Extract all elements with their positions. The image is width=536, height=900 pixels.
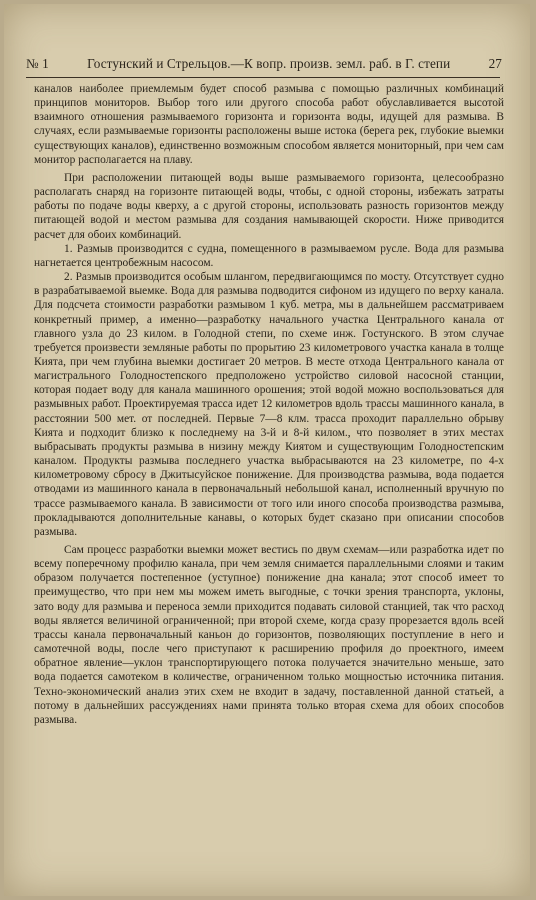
running-title: Гостунский и Стрельцов.—К вопр. произв. земл. раб. в Г. степи bbox=[87, 56, 451, 71]
paragraph-continuation: каналов наиболее приемлемым будет способ размыва с помощью различных комбинаций принципов мониторов. Выбор того или другого способа работ обуславливается высотой взаимного отношения размываемого горизонта и горизонта воды, идущей для размыва. В случаях, если размываемые горизонты расположены выше истока (берега рек, глубокие выемки существующих каналов), единственно возможным способом является мониторный, при чем сам монитор располагается на плаву. bbox=[34, 83, 504, 166]
paragraph-excavation-schemes: Сам процесс разработки выемки может вестись по двум схемам—или разработка идет по всему поперечному профилю канала, при чем земля снимается параллельными слоями и таким образом получается постепенное (уступное) понижение дна канала; этот способ имеет то преимущество, что при нем мы можем иметь выгодные, с точки зрения транспорта, уклоны, зато воду для размыва и переноса земли приходится подавать силовой станцией, так что расход воды является величиной ограниченной; при второй схеме, когда сразу прорезается вдоль всей трассы канала первоначальный каньон до горизонтов, позволяющих поступление в него и самотечной воды, после чего приступают к расширению профиля до проектного, имеем обратное явление—уклон транспортирующего потока получается значительно меньше, зато вода подается самотеком в количестве, ограниченном только мощностью источника питания. Техно-экономический анализ этих схем не входит в задачу, поставленной данной статьей, а потому в дальнейших рассуждениях нами принята только вторая схема для обоих способов размыва. bbox=[34, 544, 504, 726]
list-item-1: 1. Размыв производится с судна, помещенного в размываемом русле. Вода для размыва нагнетается центробежным насосом. bbox=[34, 242, 504, 269]
paragraph-water-position: При расположении питающей воды выше размываемого горизонта, целесообразно располагать снаряд на горизонте питающей воды, чтобы, с одной стороны, избежать затраты работы по подаче воды кверху, а с другой стороны, использовать разность горизонтов между питающей водой и местом размыва для создания намывающей скорости. Ниже приводится расчет для обоих комбинаций. bbox=[34, 171, 504, 241]
header-rule bbox=[26, 77, 500, 78]
list-item-2: 2. Размыв производится особым шлангом, передвигающимся по мосту. Отсутствует судно в разрабатываемой выемке. Вода для размыва подводится сифоном из идущего по верху канала. Для подсчета стоимости разработки размывом 1 куб. метра, мы в дальнейшем рассматриваем конкретный пример, а именно—разработку начального участка Центрального канала от главного узла до 23 килом. в Голодной степи, по схеме инж. Гостунского. В этом случае требуется произвести земляные работы по прорытию 23 километрового участка канала в толще Кията, при чем глубина выемки достигает 20 метров. В месте отхода Центрального канала от магистрального Голодностепского предположено устройство силовой насосной станции, которая подает воду для канала машинного орошения; этой водой можно воспользоваться для размывных работ. Проектируемая трасса идет 12 километров вдоль трассы машинного канала, в расстоянии 500 мет. от последней. Первые 7—8 клм. трасса проходит параллельно обрыву Кията и подходит близко к последнему на 3-й и 8-й килом., что позволяет в этих местах выбрасывать продукты размыва в низину между Киятом и существующим Голодностепским каналом. Продукты размыва последнего участка выбрасываются на 23 километре, по 4-х километровому сбросу в Джитысуйское понижение. Для производства размыва, вода подается отводами из машинного канала в первоначальный небольшой канал, исполненный вручную по трассе размываемого канала. В зависимости от того или иного способа производства размыва, прокладываются дополнительные канавы, о которых будет сказано при описании способов размыва. bbox=[34, 271, 504, 538]
document-page bbox=[4, 4, 530, 896]
issue-number: № 1 bbox=[26, 56, 49, 71]
page-number: 27 bbox=[488, 56, 502, 71]
article-body bbox=[34, 82, 504, 727]
running-header bbox=[26, 56, 502, 72]
